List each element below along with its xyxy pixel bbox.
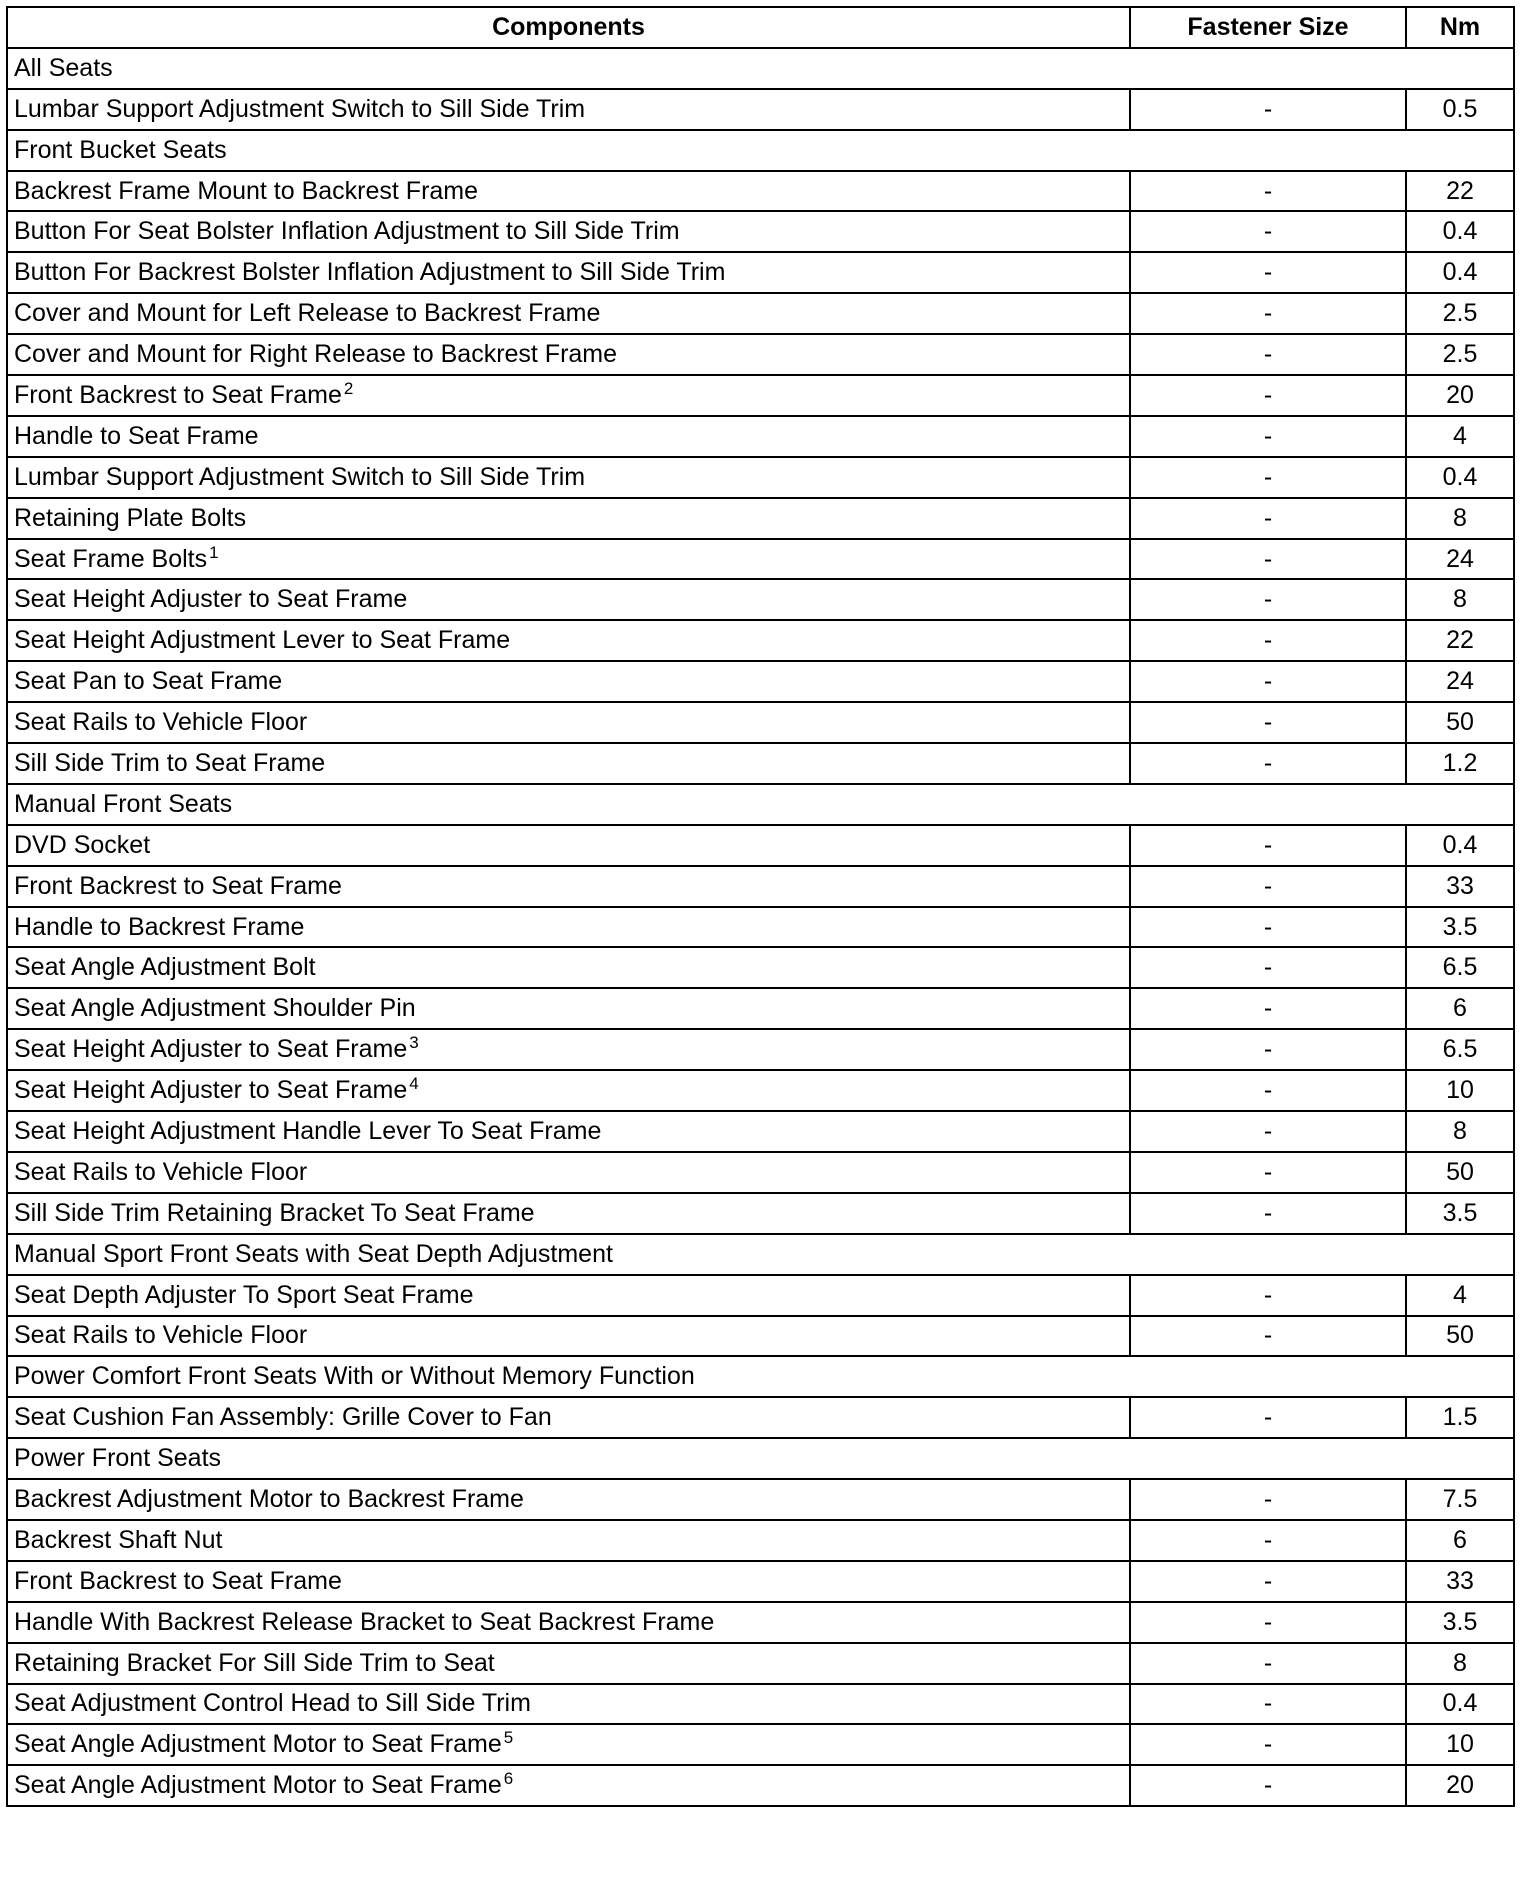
- component-cell: [7, 252, 1130, 293]
- fastener-size-cell: -: [1130, 1275, 1406, 1316]
- component-cell: [7, 1561, 1130, 1602]
- torque-spec-table: [6, 6, 1515, 1807]
- component-name: Seat Rails to Vehicle Floor: [14, 1321, 308, 1350]
- component-cell: [7, 1275, 1130, 1316]
- component-name: Seat Depth Adjuster To Sport Seat Frame: [14, 1280, 474, 1309]
- torque-nm-cell: 24: [1406, 661, 1514, 702]
- fastener-size-cell: -: [1130, 1029, 1406, 1070]
- component-name: Front Backrest to Seat Frame: [14, 871, 342, 900]
- fastener-size-cell: -: [1130, 457, 1406, 498]
- table-row: [7, 866, 1514, 907]
- table-row: [7, 1275, 1514, 1316]
- component-cell: [7, 1520, 1130, 1561]
- torque-nm-cell: 20: [1406, 375, 1514, 416]
- component-name: Cover and Mount for Left Release to Backrest Frame: [14, 299, 601, 328]
- table-row: [7, 375, 1514, 416]
- table-row: [7, 620, 1514, 661]
- fastener-size-cell: -: [1130, 1561, 1406, 1602]
- component-name: Button For Seat Bolster Inflation Adjustment to Sill Side Trim: [14, 217, 680, 246]
- fastener-size-cell: -: [1130, 293, 1406, 334]
- torque-nm-cell: 50: [1406, 702, 1514, 743]
- component-cell: [7, 702, 1130, 743]
- footnote-marker: 6: [503, 1769, 514, 1789]
- torque-nm-cell: 6.5: [1406, 947, 1514, 988]
- footnote-marker: 1: [209, 542, 219, 562]
- table-row: [7, 907, 1514, 948]
- torque-nm-cell: 10: [1406, 1724, 1514, 1765]
- component-name: Seat Height Adjustment Handle Lever To Seat Frame: [14, 1116, 602, 1145]
- table-row: [7, 947, 1514, 988]
- torque-nm-cell: 7.5: [1406, 1479, 1514, 1520]
- table-row: [7, 1643, 1514, 1684]
- fastener-size-cell: -: [1130, 252, 1406, 293]
- section-row: [7, 1438, 1514, 1479]
- table-row: [7, 1029, 1514, 1070]
- table-row: [7, 89, 1514, 130]
- fastener-size-cell: -: [1130, 661, 1406, 702]
- component-name: Backrest Adjustment Motor to Backrest Frame: [14, 1485, 524, 1513]
- fastener-size-cell: -: [1130, 1397, 1406, 1438]
- component-cell: [7, 375, 1130, 416]
- component-name: Retaining Bracket For Sill Side Trim to Seat: [14, 1648, 495, 1677]
- fastener-size-cell: -: [1130, 743, 1406, 784]
- torque-nm-cell: 8: [1406, 1643, 1514, 1684]
- component-cell: [7, 1765, 1130, 1806]
- fastener-size-cell: -: [1130, 1724, 1406, 1765]
- fastener-size-cell: -: [1130, 620, 1406, 661]
- component-cell: [7, 1397, 1130, 1438]
- component-cell: [7, 866, 1130, 907]
- torque-nm-cell: 0.4: [1406, 252, 1514, 293]
- fastener-size-cell: -: [1130, 1765, 1406, 1806]
- component-cell: [7, 947, 1130, 988]
- table-row: [7, 1602, 1514, 1643]
- torque-nm-cell: 6: [1406, 1520, 1514, 1561]
- component-cell: [7, 1643, 1130, 1684]
- component-cell: [7, 743, 1130, 784]
- table-row: [7, 1479, 1514, 1520]
- table-row: [7, 1520, 1514, 1561]
- component-name: Cover and Mount for Right Release to Backrest Frame: [14, 340, 618, 369]
- table-row: [7, 293, 1514, 334]
- component-cell: [7, 579, 1130, 620]
- component-name: DVD Socket: [14, 830, 151, 859]
- torque-nm-cell: 10: [1406, 1070, 1514, 1111]
- table-row: [7, 1193, 1514, 1234]
- section-row: [7, 1356, 1514, 1397]
- section-heading: Power Comfort Front Seats With or Without Memory Function: [7, 1356, 1514, 1397]
- torque-nm-cell: 0.4: [1406, 1684, 1514, 1725]
- component-cell: [7, 416, 1130, 457]
- torque-nm-cell: 0.5: [1406, 89, 1514, 130]
- table-row: [7, 334, 1514, 375]
- torque-nm-cell: 6.5: [1406, 1029, 1514, 1070]
- torque-nm-cell: 0.4: [1406, 211, 1514, 252]
- table-row: [7, 825, 1514, 866]
- component-cell: [7, 171, 1130, 212]
- fastener-size-cell: -: [1130, 498, 1406, 539]
- component-name: Lumbar Support Adjustment Switch to Sill Side Trim: [14, 462, 586, 491]
- component-cell: [7, 1316, 1130, 1357]
- component-cell: [7, 211, 1130, 252]
- component-cell: [7, 825, 1130, 866]
- component-name: Handle to Seat Frame: [14, 421, 259, 450]
- component-name: Seat Angle Adjustment Bolt: [14, 953, 316, 982]
- fastener-size-cell: -: [1130, 1111, 1406, 1152]
- torque-nm-cell: 24: [1406, 539, 1514, 580]
- component-cell: [7, 1479, 1130, 1520]
- component-cell: [7, 1029, 1130, 1070]
- component-cell: [7, 988, 1130, 1029]
- torque-nm-cell: 4: [1406, 416, 1514, 457]
- table-row: [7, 1070, 1514, 1111]
- table-row: [7, 1316, 1514, 1357]
- section-row: [7, 784, 1514, 825]
- section-row: [7, 1234, 1514, 1275]
- table-row: [7, 1152, 1514, 1193]
- section-row: [7, 130, 1514, 171]
- component-name: Seat Height Adjuster to Seat Frame: [14, 1076, 408, 1105]
- torque-nm-cell: 50: [1406, 1316, 1514, 1357]
- component-name: Seat Height Adjuster to Seat Frame: [14, 1035, 408, 1064]
- footnote-marker: 2: [343, 378, 354, 398]
- component-name: Front Backrest to Seat Frame: [14, 1566, 342, 1595]
- fastener-size-cell: -: [1130, 416, 1406, 457]
- component-name: Seat Cushion Fan Assembly: Grille Cover to Fan: [14, 1403, 552, 1432]
- component-cell: [7, 1602, 1130, 1643]
- table-row: [7, 1684, 1514, 1725]
- torque-nm-cell: 3.5: [1406, 907, 1514, 948]
- component-cell: [7, 89, 1130, 130]
- table-row: [7, 211, 1514, 252]
- component-cell: [7, 539, 1130, 580]
- component-name: Seat Angle Adjustment Motor to Seat Frame: [14, 1771, 502, 1800]
- table-body: [7, 48, 1514, 1806]
- torque-nm-cell: 2.5: [1406, 293, 1514, 334]
- component-name: Retaining Plate Bolts: [14, 503, 247, 532]
- component-name: Seat Height Adjustment Lever to Seat Frame: [14, 626, 511, 655]
- torque-nm-cell: 8: [1406, 579, 1514, 620]
- component-cell: [7, 1724, 1130, 1765]
- torque-nm-cell: 50: [1406, 1152, 1514, 1193]
- torque-nm-cell: 6: [1406, 988, 1514, 1029]
- fastener-size-cell: -: [1130, 1520, 1406, 1561]
- header-fastener-size: Fastener Size: [1130, 7, 1406, 48]
- fastener-size-cell: -: [1130, 171, 1406, 212]
- fastener-size-cell: -: [1130, 1316, 1406, 1357]
- fastener-size-cell: -: [1130, 1643, 1406, 1684]
- torque-nm-cell: 1.5: [1406, 1397, 1514, 1438]
- table-row: [7, 702, 1514, 743]
- section-heading: Front Bucket Seats: [7, 130, 1514, 171]
- component-name: Seat Angle Adjustment Shoulder Pin: [14, 994, 416, 1023]
- fastener-size-cell: -: [1130, 334, 1406, 375]
- fastener-size-cell: -: [1130, 1152, 1406, 1193]
- fastener-size-cell: -: [1130, 988, 1406, 1029]
- fastener-size-cell: -: [1130, 866, 1406, 907]
- table-row: [7, 1724, 1514, 1765]
- fastener-size-cell: -: [1130, 947, 1406, 988]
- component-cell: [7, 907, 1130, 948]
- fastener-size-cell: -: [1130, 1479, 1406, 1520]
- torque-nm-cell: 1.2: [1406, 743, 1514, 784]
- fastener-size-cell: -: [1130, 907, 1406, 948]
- table-row: [7, 539, 1514, 580]
- table-row: [7, 988, 1514, 1029]
- torque-nm-cell: 0.4: [1406, 825, 1514, 866]
- component-cell: [7, 620, 1130, 661]
- torque-nm-cell: 8: [1406, 1111, 1514, 1152]
- fastener-size-cell: -: [1130, 1070, 1406, 1111]
- component-cell: [7, 498, 1130, 539]
- table-row: [7, 252, 1514, 293]
- component-name: Button For Backrest Bolster Inflation Adjustment to Sill Side Trim: [14, 258, 726, 287]
- component-name: Handle to Backrest Frame: [14, 912, 305, 941]
- component-name: Seat Rails to Vehicle Floor: [14, 708, 308, 737]
- torque-nm-cell: 3.5: [1406, 1602, 1514, 1643]
- component-cell: [7, 457, 1130, 498]
- fastener-size-cell: -: [1130, 1684, 1406, 1725]
- section-heading: All Seats: [7, 48, 1514, 89]
- torque-nm-cell: 4: [1406, 1275, 1514, 1316]
- fastener-size-cell: -: [1130, 89, 1406, 130]
- header-nm: Nm: [1406, 7, 1514, 48]
- section-heading: Manual Sport Front Seats with Seat Depth Adjustment: [7, 1234, 1514, 1275]
- component-name: Seat Frame Bolts: [14, 544, 208, 573]
- header-row: [7, 7, 1514, 48]
- component-name: Front Backrest to Seat Frame: [14, 380, 342, 409]
- fastener-size-cell: -: [1130, 1193, 1406, 1234]
- component-cell: [7, 661, 1130, 702]
- fastener-size-cell: -: [1130, 1602, 1406, 1643]
- component-cell: [7, 1152, 1130, 1193]
- table-row: [7, 416, 1514, 457]
- section-heading: Manual Front Seats: [7, 784, 1514, 825]
- component-name: Seat Pan to Seat Frame: [14, 667, 283, 696]
- torque-nm-cell: 22: [1406, 171, 1514, 212]
- section-row: [7, 48, 1514, 89]
- component-cell: [7, 293, 1130, 334]
- component-name: Sill Side Trim Retaining Bracket To Seat Frame: [14, 1198, 535, 1227]
- component-cell: [7, 1684, 1130, 1725]
- torque-nm-cell: 0.4: [1406, 457, 1514, 498]
- fastener-size-cell: -: [1130, 211, 1406, 252]
- component-cell: [7, 1193, 1130, 1234]
- component-name: Seat Rails to Vehicle Floor: [14, 1157, 308, 1186]
- table-row: [7, 1561, 1514, 1602]
- component-name: Backrest Shaft Nut: [14, 1525, 223, 1554]
- component-name: Backrest Frame Mount to Backrest Frame: [14, 176, 479, 205]
- component-cell: [7, 1111, 1130, 1152]
- fastener-size-cell: -: [1130, 579, 1406, 620]
- table-row: [7, 498, 1514, 539]
- table-row: [7, 743, 1514, 784]
- component-name: Sill Side Trim to Seat Frame: [14, 748, 326, 777]
- torque-nm-cell: 2.5: [1406, 334, 1514, 375]
- table-row: [7, 1111, 1514, 1152]
- table-row: [7, 1397, 1514, 1438]
- footnote-marker: 4: [409, 1074, 419, 1094]
- component-cell: [7, 334, 1130, 375]
- section-heading: Power Front Seats: [7, 1438, 1514, 1479]
- table-row: [7, 1765, 1514, 1806]
- header-components: Components: [7, 7, 1130, 48]
- fastener-size-cell: -: [1130, 825, 1406, 866]
- component-name: Seat Adjustment Control Head to Sill Side Trim: [14, 1689, 531, 1718]
- component-name: Seat Height Adjuster to Seat Frame: [14, 585, 408, 614]
- component-name: Handle With Backrest Release Bracket to Seat Backrest Frame: [14, 1607, 715, 1636]
- table-row: [7, 171, 1514, 212]
- footnote-marker: 3: [409, 1033, 419, 1053]
- component-name: Lumbar Support Adjustment Switch to Sill Side Trim: [14, 94, 586, 123]
- torque-nm-cell: 20: [1406, 1765, 1514, 1806]
- torque-nm-cell: 33: [1406, 866, 1514, 907]
- torque-nm-cell: 33: [1406, 1561, 1514, 1602]
- table-row: [7, 661, 1514, 702]
- table-row: [7, 457, 1514, 498]
- torque-nm-cell: 8: [1406, 498, 1514, 539]
- footnote-marker: 5: [503, 1728, 514, 1748]
- torque-nm-cell: 22: [1406, 620, 1514, 661]
- torque-nm-cell: 3.5: [1406, 1193, 1514, 1234]
- component-name: Seat Angle Adjustment Motor to Seat Frame: [14, 1730, 502, 1759]
- fastener-size-cell: -: [1130, 539, 1406, 580]
- component-cell: [7, 1070, 1130, 1111]
- fastener-size-cell: -: [1130, 702, 1406, 743]
- table-row: [7, 579, 1514, 620]
- fastener-size-cell: -: [1130, 375, 1406, 416]
